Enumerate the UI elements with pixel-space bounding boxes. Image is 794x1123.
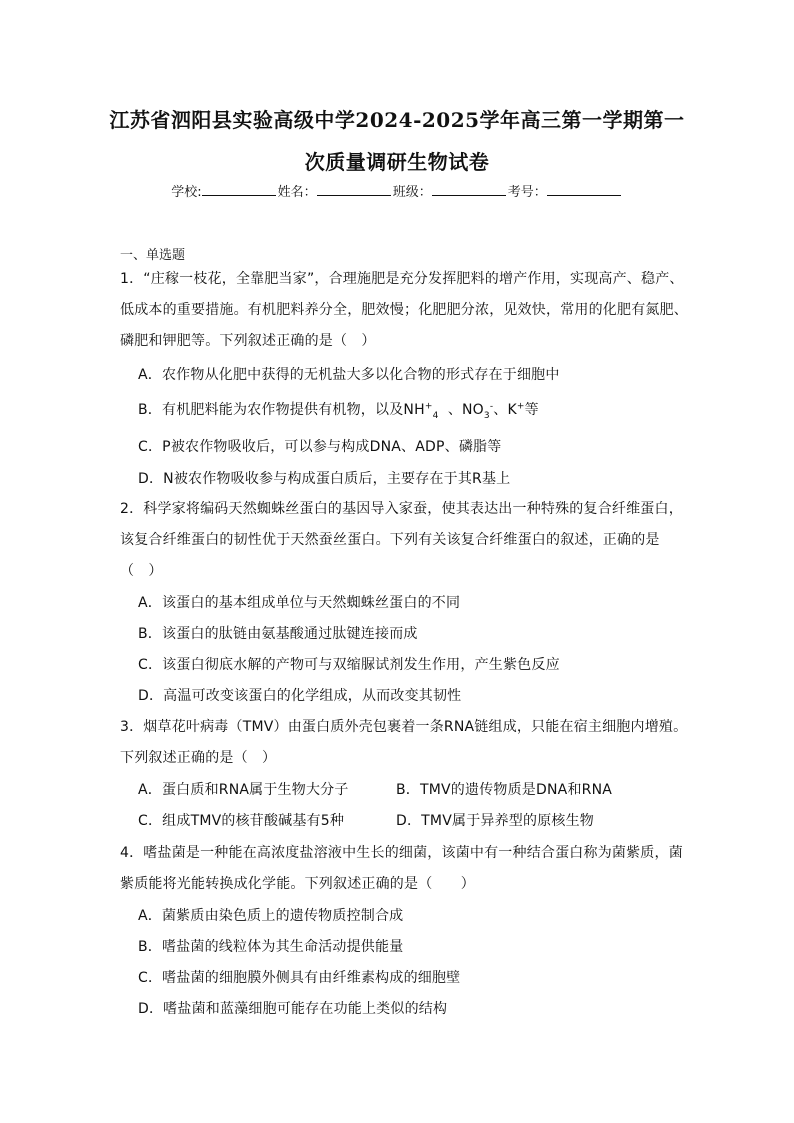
- question-4-option-d[interactable]: D．嗜盐菌和蓝藻细胞可能存在功能上类似的结构: [138, 1001, 448, 1017]
- question-3-line-2: 下列叙述正确的是（ ）: [120, 750, 277, 766]
- no3-text: 、NO: [447, 402, 484, 418]
- question-4-line-2: 紫质能将光能转换成化学能。下列叙述正确的是（ ）: [120, 876, 475, 892]
- question-3-option-a[interactable]: A．蛋白质和RNA属于生物大分子: [138, 782, 349, 798]
- question-3-option-c[interactable]: C．组成TMV的核苷酸碱基有5种: [138, 813, 345, 829]
- option-b-end: 等: [524, 402, 539, 418]
- question-1-option-c[interactable]: C．P被农作物吸收后，可以参与构成DNA、ADP、磷脂等: [138, 439, 502, 455]
- no3-charge: -: [489, 401, 494, 412]
- question-1-line-1: 1．“庄稼一枝花，全靠肥当家”，合理施肥是充分发挥肥料的增产作用，实现高产、稳产、: [120, 271, 684, 287]
- question-2-line-1: 2．科学家将编码天然蜘蛛丝蛋白的基因导入家蚕，使其表达出一种特殊的复合纤维蛋白，: [120, 501, 683, 517]
- student-info-row: [0, 181, 794, 200]
- question-2-line-2: 该复合纤维蛋白的韧性优于天然蚕丝蛋白。下列有关该复合纤维蛋白的叙述，正确的是: [120, 532, 660, 548]
- question-2-line-3: （ ）: [120, 563, 163, 579]
- exam-title-line-2: 次质量调研生物试卷: [304, 150, 490, 174]
- question-1-line-3: 磷肥和钾肥等。下列叙述正确的是（ ）: [120, 333, 376, 349]
- k-charge: +: [516, 401, 525, 412]
- question-2-option-d[interactable]: D．高温可改变该蛋白的化学组成，从而改变其韧性: [138, 688, 462, 704]
- question-1-option-b[interactable]: [138, 399, 539, 421]
- k-text: 、K: [493, 402, 517, 418]
- name-label: 姓名：: [277, 185, 317, 200]
- question-4-line-1: 4．嗜盐菌是一种能在高浓度盐溶液中生长的细菌，该菌中有一种结合蛋白称为菌紫质，菌: [120, 845, 683, 861]
- section-title: 一、单选题: [120, 248, 186, 263]
- question-2-option-b[interactable]: B．该蛋白的肽链由氨基酸通过肽键连接而成: [138, 626, 418, 642]
- question-3-option-b[interactable]: B．TMV的遗传物质是DNA和RNA: [396, 782, 613, 798]
- school-blank[interactable]: [202, 183, 276, 196]
- no3-subscript: 3: [483, 410, 490, 421]
- question-2-option-a[interactable]: A．该蛋白的基本组成单位与天然蜘蛛丝蛋白的不同: [138, 595, 461, 611]
- exam-title-line-1: 江苏省泗阳县实验高级中学2024-2025学年高三第一学期第一: [109, 108, 685, 132]
- question-1-option-a[interactable]: A．农作物从化肥中获得的无机盐大多以化合物的形式存在于细胞中: [138, 367, 560, 383]
- question-3-line-1: 3．烟草花叶病毒（TMV）由蛋白质外壳包裹着一条RNA链组成，只能在宿主细胞内增殖。: [120, 719, 688, 735]
- exam-number-blank[interactable]: [547, 183, 621, 196]
- class-label: 班级：: [392, 185, 432, 200]
- question-1-line-2: 低成本的重要措施。有机肥料养分全，肥效慢；化肥肥分浓，见效快，常用的化肥有氮肥、: [120, 302, 688, 318]
- name-blank[interactable]: [317, 183, 391, 196]
- question-1-option-d[interactable]: D．N被农作物吸收参与构成蛋白质后，主要存在于其R基上: [138, 471, 511, 487]
- class-blank[interactable]: [432, 183, 506, 196]
- question-4-option-c[interactable]: C．嗜盐菌的细胞膜外侧具有由纤维素构成的细胞壁: [138, 970, 461, 986]
- question-4-option-a[interactable]: A．菌紫质由染色质上的遗传物质控制合成: [138, 908, 404, 924]
- option-b-text: B．有机肥料能为农作物提供有机物，以及NH: [138, 402, 425, 418]
- nh4-charge: +: [424, 401, 433, 412]
- nh4-subscript: 4: [432, 410, 439, 421]
- question-2-option-c[interactable]: C．该蛋白彻底水解的产物可与双缩脲试剂发生作用，产生紫色反应: [138, 657, 560, 673]
- question-3-option-d[interactable]: D．TMV属于异养型的原核生物: [396, 813, 594, 829]
- school-label: 学校:: [171, 185, 202, 200]
- exam-number-label: 考号：: [507, 185, 547, 200]
- question-4-option-b[interactable]: B．嗜盐菌的线粒体为其生命活动提供能量: [138, 939, 404, 955]
